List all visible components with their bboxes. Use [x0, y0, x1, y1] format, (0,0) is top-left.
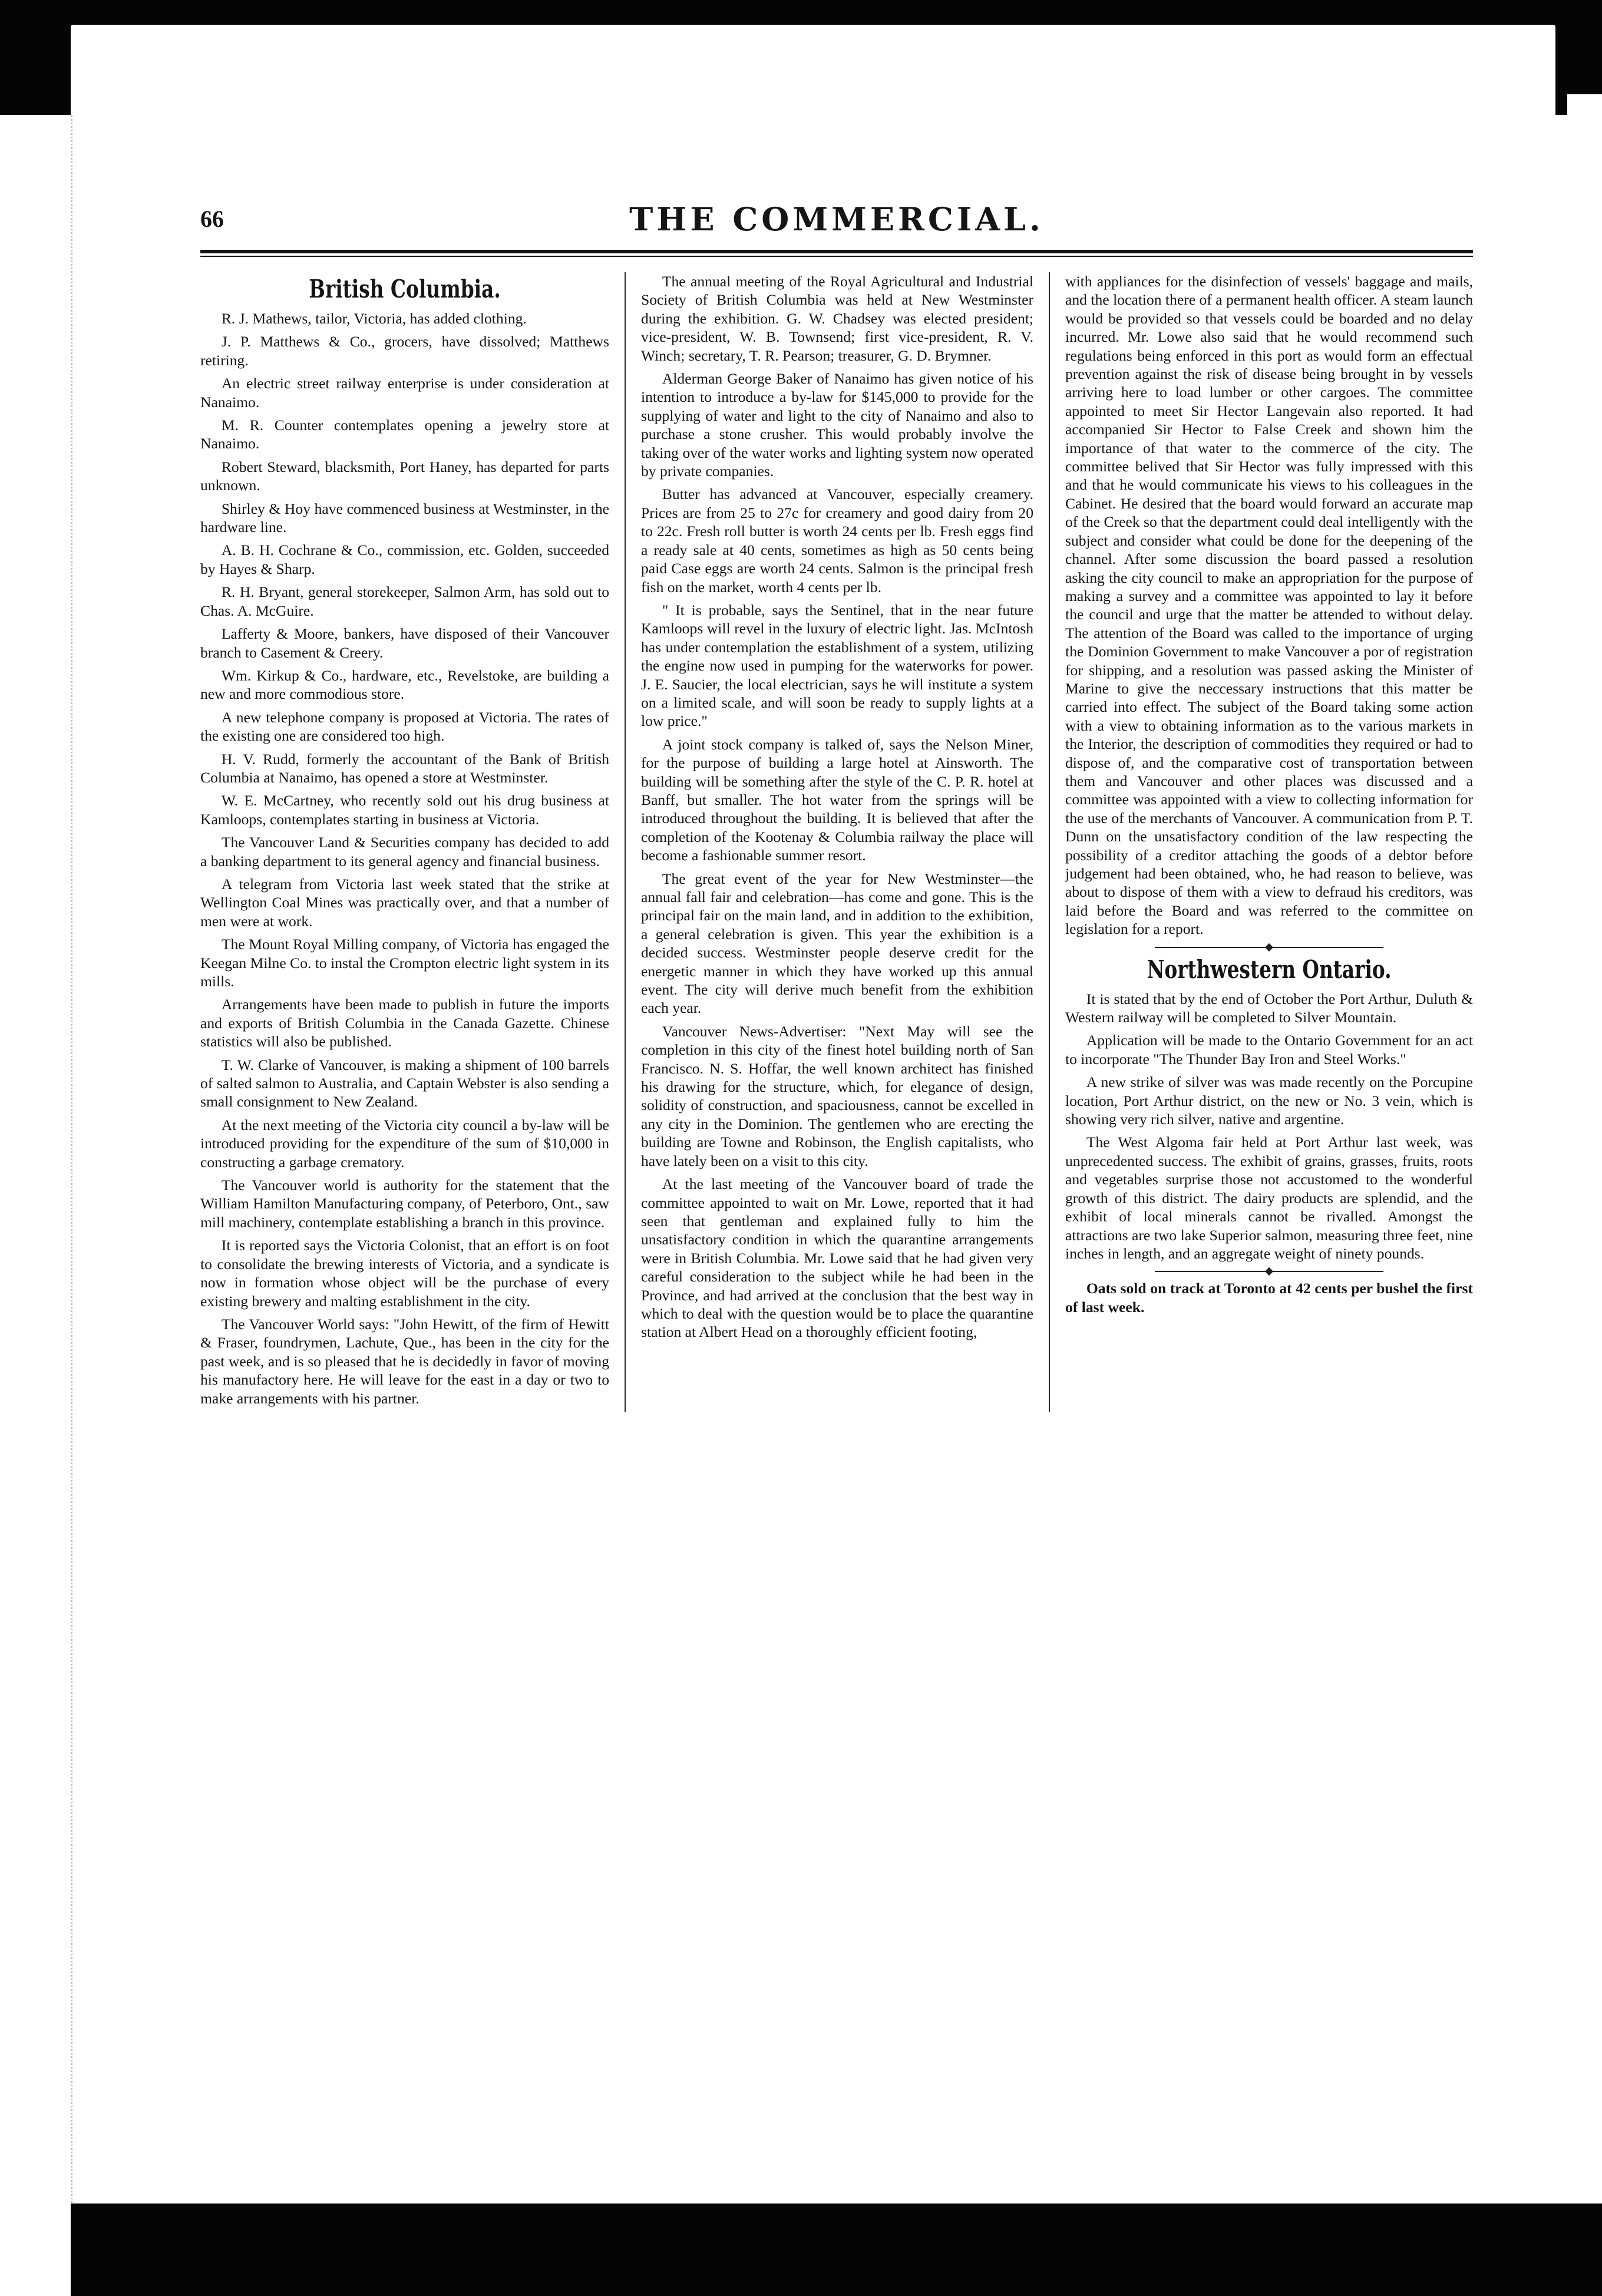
- page-header: [200, 200, 1473, 247]
- article-paragraph: Oats sold on track at Toronto at 42 cents per bushel the first of last week.: [1065, 1280, 1473, 1316]
- article-paragraph: " It is probable, says the Sentinel, that in the near future Kamloops will revel in the luxury of electric light. Jas. McIntosh has under contemplation the establishment of a system, utilizing the engine now used in pumping for the waterworks for power. J. E. Saucier, the local electrician, says he will institute a system on a limited scale, and will soon be ready to supply lights at a low price.": [641, 601, 1033, 730]
- article-paragraph: Vancouver News-Advertiser: "Next May will see the completion in this city of the finest hotel building north of San Francisco. N. S. Hoffar, the well known architect has finished his drawing for the structure, which, for elegance of design, solidity of construction, and spaciousness, cannot be excelled in any city in the Dominion. The gentlemen who are erecting the building are Towne and Robinson, the English capitalists, who have lately been on a visit to this city.: [641, 1022, 1033, 1170]
- section-heading: Northwestern Ontario.: [1147, 954, 1392, 984]
- page-number: 66: [200, 206, 224, 232]
- page-margin-left: [0, 115, 72, 2296]
- article-paragraph: The Vancouver World says: "John Hewitt, of the firm of Hewitt & Fraser, foundrymen, Lachute, Que., has been in the city for the past week, and is so pleased that he is decidedly in favor of moving his manufactory here. He will leave for the east in a day or two to make arrangements with his partner.: [200, 1315, 609, 1407]
- article-paragraph: A. B. H. Cochrane & Co., commission, etc. Golden, succeeded by Hayes & Sharp.: [200, 541, 609, 577]
- section-divider: [1155, 947, 1383, 948]
- article-paragraph: Shirley & Hoy have commenced business at Westminster, in the hardware line.: [200, 500, 609, 536]
- article-paragraph: It is stated that by the end of October the Port Arthur, Duluth & Western railway will be completed to Silver Mountain.: [1065, 990, 1473, 1026]
- article-paragraph: The West Algoma fair held at Port Arthur last week, was unprecedented success. The exhibit of grains, grasses, fruits, roots and vegetables surprise those not accustomed to the wonderful growth of this district. The dairy products are splendid, and the exhibit of local minerals cannot be rivalled. Amongst the attractions are two lake Superior salmon, measuring three feet, nine inches in length, and an aggregate weight of ninety pounds.: [1065, 1134, 1473, 1262]
- article-paragraph: Lafferty & Moore, bankers, have disposed of their Vancouver branch to Casement & Creery.: [200, 625, 609, 661]
- article-paragraph: The Vancouver world is authority for the statement that the William Hamilton Manufacturing company, of Peterboro, Ont., saw mill machinery, contemplate establishing a branch in this province.: [200, 1177, 609, 1231]
- article-paragraph: At the next meeting of the Victoria city council a by-law will be introduced providing for the expenditure of the sum of $10,000 in constructing a garbage crematory.: [200, 1116, 609, 1171]
- article-paragraph: At the last meeting of the Vancouver board of trade the committee appointed to wait on Mr. Lowe, reported that it had seen that gentleman and explained fully to him the unsatisfactory condition in which the quarantine arrangements were in British Columbia. Mr. Lowe said that he had given very careful consideration to the subject while he had been in the Province, and had arrived at the conclusion that the best way in which to deal with the question would be to place the quarantine station at Albert Head on a thoroughly efficient footing,: [641, 1175, 1033, 1341]
- article-paragraph: The Mount Royal Milling company, of Victoria has engaged the Keegan Milne Co. to instal the Crompton electric light system in its mills.: [200, 936, 609, 990]
- article-paragraph: Arrangements have been made to publish in future the imports and exports of British Columbia in the Canada Gazette. Chinese statistics will also be published.: [200, 996, 609, 1050]
- scan-border-bottom: [71, 2204, 1602, 2296]
- article-paragraph: A new strike of silver was was made recently on the Porcupine location, Port Arthur district, on the new or No. 3 vein, which is showing very rich silver, native and argentine.: [1065, 1073, 1473, 1128]
- article-paragraph: It is reported says the Victoria Colonist, that an effort is on foot to consolidate the brewing interests of Victoria, and a syndicate is now in formation whose object will be the purchase of every existing brewery and malting establishment in the city.: [200, 1237, 609, 1310]
- article-paragraph: M. R. Counter contemplates opening a jewelry store at Nanaimo.: [200, 417, 609, 452]
- article-paragraph: A new telephone company is proposed at Victoria. The rates of the existing one are considered too high.: [200, 708, 609, 745]
- column-2: [625, 272, 1049, 1412]
- header-rule-thin: [200, 256, 1473, 257]
- article-paragraph: H. V. Rudd, formerly the accountant of the Bank of British Columbia at Nanaimo, has opened a store at Westminster.: [200, 750, 609, 786]
- article-paragraph: The great event of the year for New Westminster—the annual fall fair and celebration—has come and gone. This is the principal fair on the main land, and in addition to the exhibition, a general celebration is given. This year the exhibition is a decided success. Westminster people deserve credit for the energetic manner in which they have worked up this annual event. The city will derive much benefit from the exhibition each year.: [641, 870, 1033, 1017]
- article-paragraph: W. E. McCartney, who recently sold out his drug business at Kamloops, contemplates starting in business at Victoria.: [200, 792, 609, 828]
- article-paragraph: with appliances for the disinfection of vessels' baggage and mails, and the location there of a permanent health officer. A steam launch would be provided so that vessels could be boarded and no delay incurred. Mr. Lowe also said that he would recommend such regulations being enforced in this port as would form an effectual prevention against the risk of disease being brought in by vessels arriving here to load lumber or other cargoes. The committee appointed to meet Sir Hector Langevain also reported. It had accompanied Sir Hector to False Creek and shown him the importance of that water to the commerce of the city. The committee belived that Sir Hector was fully impressed with this and that he would communicate his views to his colleagues in the Cabinet. He desired that the board would forward an accurate map of the Creek so that the department could deal intelligently with the subject and consider what could be done for the deepening of the channel. After some discussion the board passed a resolution asking the city council to make an appropriation for the purpose of making a survey and a committee was appointed to lay it before the council and urge that the matter be attended to without delay. The attention of the Board was called to the importance of urging the Dominion Government to make Vancouver a por of registration for shipping, and a resolution was passed asking the Minister of Marine to give the neccessary instructions that this matter be carried into effect. The subject of the Board taking some action with a view to obtaining information as to the various markets in the Interior, the description of commodities they required or had to dispose of, and the comparative cost of transportation between them and Vancouver and other places was discussed and a committee was appointed with a view to collecting information for the use of the merchants of Vancouver. A communication from P. T. Dunn on the unsatisfactory condition of the law respecting the possibility of a creditor attaching the goods of a debtor before judgement had been obtained, who, he had reason to believe, was about to dispose of them with a view to defraud his creditors, was laid before the Board and was referred to the committee on legislation for a report.: [1065, 273, 1473, 938]
- article-paragraph: R. H. Bryant, general storekeeper, Salmon Arm, has sold out to Chas. A. McGuire.: [200, 583, 609, 619]
- article-columns: [200, 272, 1473, 1412]
- column-3: [1049, 272, 1473, 1412]
- article-paragraph: An electric street railway enterprise is under consideration at Nanaimo.: [200, 375, 609, 411]
- section-divider: [1155, 1271, 1383, 1272]
- article-paragraph: A telegram from Victoria last week stated that the strike at Wellington Coal Mines was practically over, and that a number of men were at work.: [200, 875, 609, 930]
- article-paragraph: Butter has advanced at Vancouver, especially creamery. Prices are from 25 to 27c for creamery and good dairy from 20 to 22c. Fresh roll butter is worth 24 cents per lb. Fresh eggs find a ready sale at 40 cents, sometimes as high as 50 cents being paid Case eggs are worth 24 cents. Salmon is the principal fresh fish on the market, worth 4 cents per lb.: [641, 485, 1033, 596]
- article-paragraph: J. P. Matthews & Co., grocers, have dissolved; Matthews retiring.: [200, 333, 609, 369]
- newspaper-page: [200, 200, 1473, 1412]
- article-paragraph: Application will be made to the Ontario Government for an act to incorporate "The Thunder Bay Iron and Steel Works.": [1065, 1032, 1473, 1068]
- section-heading: British Columbia.: [309, 275, 501, 303]
- article-paragraph: Wm. Kirkup & Co., hardware, etc., Revelstoke, are building a new and more commodious store.: [200, 666, 609, 703]
- article-paragraph: Robert Steward, blacksmith, Port Haney, has departed for parts unknown.: [200, 458, 609, 494]
- article-paragraph: Alderman George Baker of Nanaimo has given notice of his intention to introduce a by-law for $145,000 to provide for the supplying of water and light to the city of Nanaimo and also to purchase a stone crusher. This would probably involve the taking over of the water works and lighting system now operated by private companies.: [641, 370, 1033, 480]
- article-paragraph: T. W. Clarke of Vancouver, is making a shipment of 100 barrels of salted salmon to Australia, and Captain Webster is also sending a small consignment to New Zealand.: [200, 1056, 609, 1111]
- page-margin-right: [1567, 94, 1602, 2204]
- masthead-title: THE COMMERCIAL.: [629, 200, 1044, 238]
- page-edge-top: [71, 25, 1555, 128]
- article-paragraph: R. J. Mathews, tailor, Victoria, has added clothing.: [221, 310, 527, 327]
- article-paragraph: The annual meeting of the Royal Agricultural and Industrial Society of British Columbia was held at New Westminster during the exhibition. G. W. Chadsey was elected president; vice-president, W. B. Townsend; first vice-president, R. V. Winch; secretary, T. R. Pearson; treasurer, G. D. Brymner.: [641, 273, 1033, 364]
- article-paragraph: A joint stock company is talked of, says the Nelson Miner, for the purpose of building a large hotel at Ainsworth. The building will be something after the style of the C. P. R. hotel at Banff, but smaller. The hot water from the springs will be introduced throughout the building. It is believed that after the completion of the Kootenay & Columbia railway the place will become a fashionable summer resort.: [641, 735, 1033, 864]
- column-1: [200, 272, 625, 1412]
- article-paragraph: The Vancouver Land & Securities company has decided to add a banking department to its general agency and financial business.: [200, 834, 609, 870]
- header-rule-thick: [200, 250, 1473, 253]
